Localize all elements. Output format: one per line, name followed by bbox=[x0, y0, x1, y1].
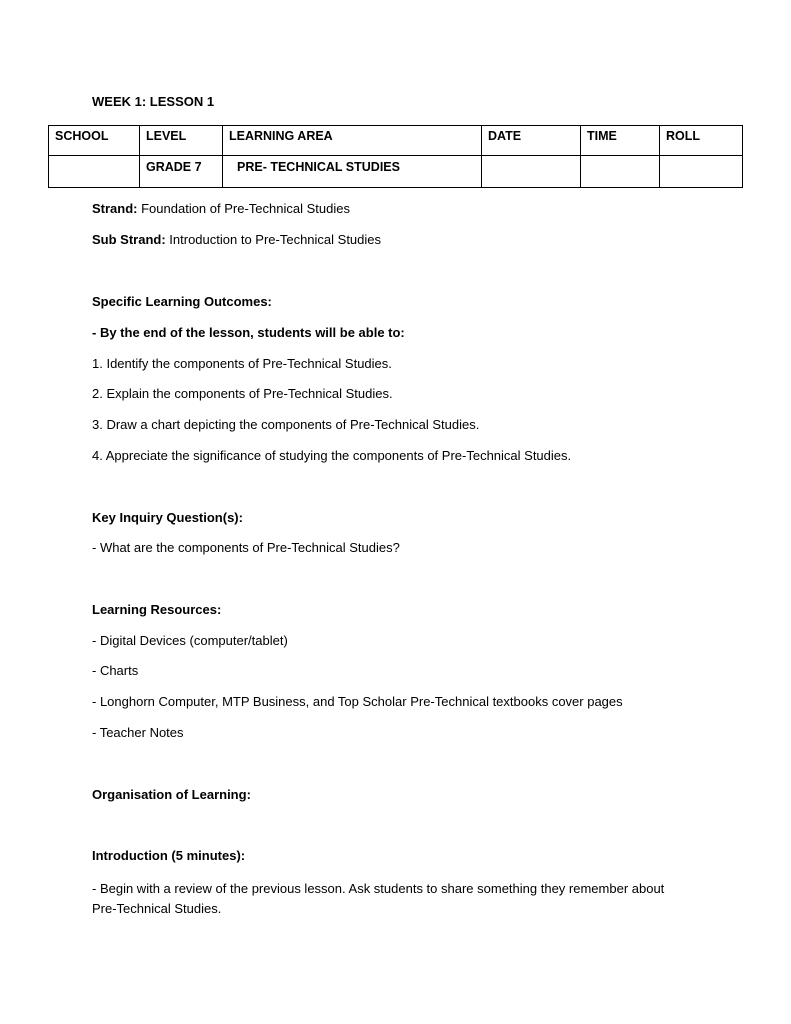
list-item: - Longhorn Computer, MTP Business, and Top Scholar Pre-Technical textbooks cover pages bbox=[92, 694, 623, 709]
week-lesson-title: WEEK 1: LESSON 1 bbox=[92, 94, 215, 109]
list-item: - Teacher Notes bbox=[92, 725, 184, 740]
sub-strand-line bbox=[92, 232, 381, 248]
lesson-info-table bbox=[48, 125, 743, 188]
header-level: LEVEL bbox=[140, 126, 223, 156]
cell-time bbox=[581, 156, 660, 188]
sub-strand-value: Introduction to Pre-Technical Studies bbox=[165, 232, 382, 247]
outcomes-intro: - By the end of the lesson, students will be able to: bbox=[92, 325, 405, 340]
outcomes-heading: Specific Learning Outcomes: bbox=[92, 294, 272, 309]
strand-label: Strand: bbox=[92, 201, 138, 216]
list-item: - Charts bbox=[92, 663, 139, 678]
header-learning-area: LEARNING AREA bbox=[223, 126, 482, 156]
list-item: 4. Appreciate the significance of studying the components of Pre-Technical Studies. bbox=[92, 448, 572, 463]
table-header-row bbox=[49, 126, 743, 156]
cell-school bbox=[49, 156, 140, 188]
strand-line bbox=[92, 201, 350, 217]
list-item: 1. Identify the components of Pre-Technical Studies. bbox=[92, 356, 392, 371]
list-item: 3. Draw a chart depicting the components of Pre-Technical Studies. bbox=[92, 417, 480, 432]
cell-learning-area: PRE- TECHNICAL STUDIES bbox=[223, 156, 482, 188]
cell-level: GRADE 7 bbox=[140, 156, 223, 188]
inquiry-heading: Key Inquiry Question(s): bbox=[92, 510, 243, 525]
introduction-heading: Introduction (5 minutes): bbox=[92, 848, 246, 863]
cell-date bbox=[482, 156, 581, 188]
strand-value: Foundation of Pre-Technical Studies bbox=[137, 201, 350, 216]
header-date: DATE bbox=[482, 126, 581, 156]
list-item: - Digital Devices (computer/tablet) bbox=[92, 633, 288, 648]
organisation-heading: Organisation of Learning: bbox=[92, 787, 251, 802]
cell-roll bbox=[660, 156, 743, 188]
list-item: 2. Explain the components of Pre-Technical Studies. bbox=[92, 386, 393, 401]
header-school: SCHOOL bbox=[49, 126, 140, 156]
table-row bbox=[49, 156, 743, 188]
header-time: TIME bbox=[581, 126, 660, 156]
resources-heading: Learning Resources: bbox=[92, 602, 222, 617]
header-roll: ROLL bbox=[660, 126, 743, 156]
sub-strand-label: Sub Strand: bbox=[92, 232, 166, 247]
list-item: - What are the components of Pre-Technical Studies? bbox=[92, 540, 400, 555]
introduction-paragraph: - Begin with a review of the previous lesson. Ask students to share something they remember about Pre-Technical Studies. bbox=[92, 881, 665, 916]
